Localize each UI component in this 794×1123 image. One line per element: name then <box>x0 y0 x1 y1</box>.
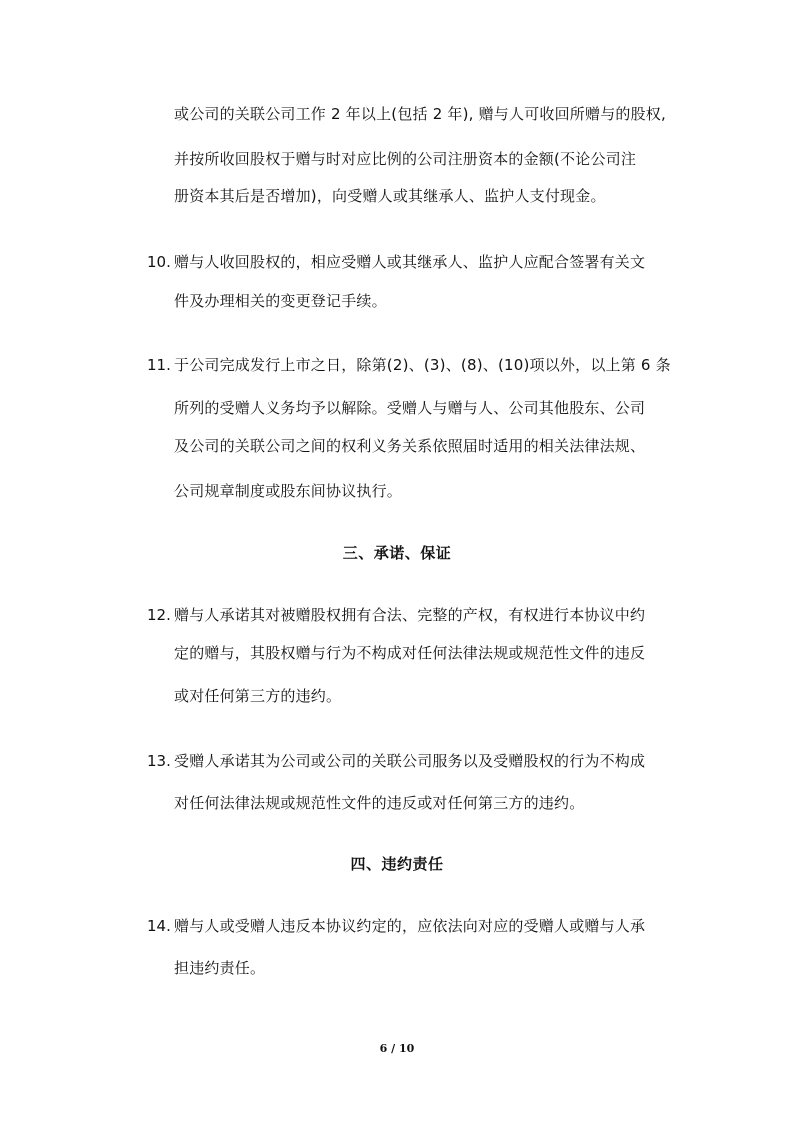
item-number: 10. <box>147 253 171 271</box>
paragraph-line: 赠与人或受赠人违反本协议约定的，应依法向对应的受赠人或赠与人承 <box>174 917 646 935</box>
paragraph-line: 定的赠与，其股权赠与行为不构成对任何法律法规或规范性文件的违反 <box>174 644 646 662</box>
paragraph-line: 或对任何第三方的违约。 <box>174 687 342 705</box>
paragraph-line: 担违约责任。 <box>174 959 266 977</box>
item-number: 12. <box>147 606 171 624</box>
paragraph-line: 件及办理相关的变更登记手续。 <box>174 292 387 310</box>
paragraph-line: 并按所收回股权于赠与时对应比例的公司注册资本的金额(不论公司注 <box>174 150 637 168</box>
page-number: 6 / 10 <box>379 1042 415 1055</box>
paragraph-line: 赠与人承诺其对被赠股权拥有合法、完整的产权，有权进行本协议中约 <box>174 606 646 624</box>
paragraph-line: 或公司的关联公司工作 2 年以上(包括 2 年), 赠与人可收回所赠与的股权, <box>174 105 666 123</box>
paragraph-line: 赠与人收回股权的，相应受赠人或其继承人、监护人应配合签署有关文 <box>174 253 646 271</box>
item-number: 11. <box>147 356 171 374</box>
paragraph-line: 及公司的关联公司之间的权利义务关系依照届时适用的相关法律法规、 <box>174 437 646 455</box>
item-number: 14. <box>147 917 171 935</box>
item-number: 13. <box>147 752 171 770</box>
paragraph-line: 册资本其后是否增加)，向受赠人或其继承人、监护人支付现金。 <box>174 187 606 205</box>
section-heading-liability: 四、违约责任 <box>350 855 444 873</box>
paragraph-line: 受赠人承诺其为公司或公司的关联公司服务以及受赠股权的行为不构成 <box>174 752 646 770</box>
paragraph-line: 对任何法律法规或规范性文件的违反或对任何第三方的违约。 <box>174 794 585 812</box>
paragraph-line: 于公司完成发行上市之日，除第(2)、(3)、(8)、(10)项以外，以上第 6 条 <box>174 356 671 374</box>
paragraph-line: 公司规章制度或股东间协议执行。 <box>174 482 403 500</box>
paragraph-line: 所列的受赠人义务均予以解除。受赠人与赠与人、公司其他股东、公司 <box>174 399 646 417</box>
section-heading-commitments: 三、承诺、保证 <box>342 544 452 562</box>
